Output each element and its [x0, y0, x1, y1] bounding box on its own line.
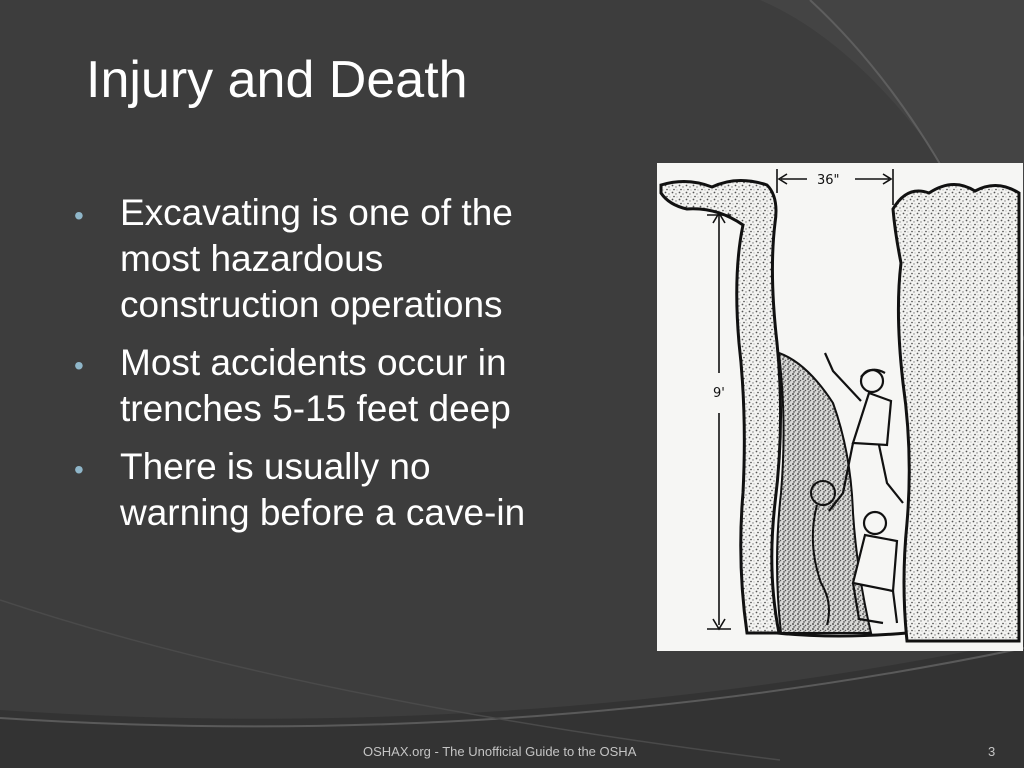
- bullet-line: warning before a cave-in: [120, 492, 526, 533]
- bullet-list: [74, 190, 604, 548]
- slide-title: Injury and Death: [86, 51, 468, 109]
- right-soil-wall: [893, 184, 1019, 641]
- bullet-line: There is usually no: [120, 446, 431, 487]
- bullet-item: [74, 190, 604, 328]
- trench-illustration: [657, 163, 1023, 651]
- bullet-line: construction operations: [120, 284, 503, 325]
- bullet-line: Excavating is one of the: [120, 192, 513, 233]
- bullet-item: [74, 444, 604, 536]
- bullet-marker: •: [74, 350, 84, 381]
- depth-label: 9': [713, 386, 725, 401]
- bullet-marker: •: [74, 454, 84, 485]
- bullet-line: Most accidents occur in: [120, 342, 507, 383]
- slide-number: 3: [988, 744, 996, 759]
- bullet-line: trenches 5-15 feet deep: [120, 388, 511, 429]
- slide-footer: OSHAX.org - The Unofficial Guide to the OSHA: [363, 744, 637, 759]
- width-label: 36": [817, 173, 840, 188]
- left-soil-wall: [661, 180, 781, 633]
- bullet-marker: •: [74, 200, 84, 231]
- bullet-line: most hazardous: [120, 238, 384, 279]
- bullet-item: [74, 340, 604, 432]
- depth-dimension: [707, 213, 731, 629]
- trench-drawing: [657, 163, 1023, 651]
